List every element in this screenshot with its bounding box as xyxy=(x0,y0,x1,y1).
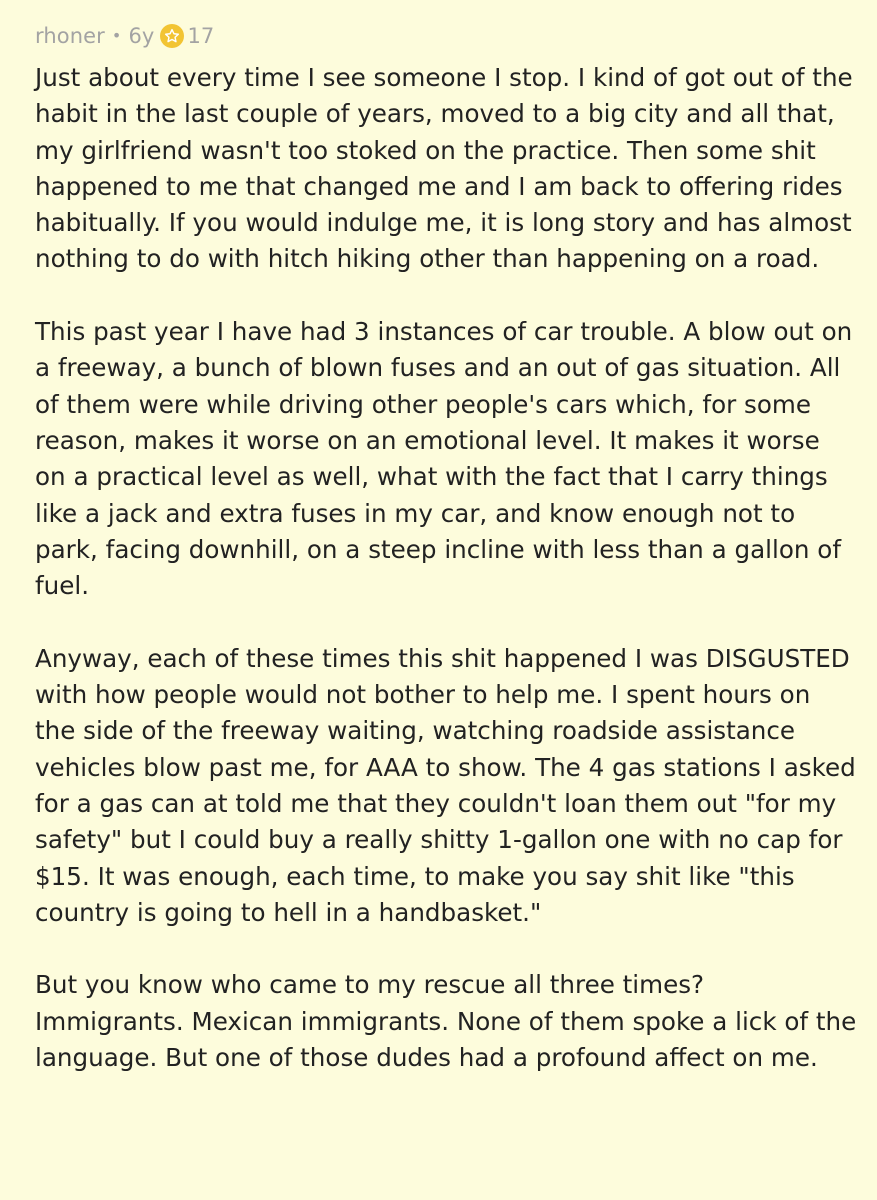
comment-paragraph: Just about every time I see someone I stop. I kind of got out of the habit in the last couple of years, moved to a big city and all that, my girlfriend wasn't too stoked on the practice. Then some shit happened to me that changed me and I am back to offering rides habitually. If you would indulge me, it is long story and has almost nothing to do with hitch hiking other than happening on a road. xyxy=(35,63,853,274)
comment-meta xyxy=(35,18,857,54)
award-count: 17 xyxy=(187,24,215,48)
star-icon xyxy=(160,24,184,48)
comment-paragraph: This past year I have had 3 instances of car trouble. A blow out on a freeway, a bunch of blown fuses and an out of gas situation. All of them were while driving other people's cars which, for some reason, makes it worse on an emotional level. It makes it worse on a practical level as well, what with the fact that I carry things like a jack and extra fuses in my car, and know enough not to park, facing downhill, on a steep incline with less than a gallon of fuel. xyxy=(35,317,853,601)
author-name[interactable]: rhoner xyxy=(35,24,105,48)
comment-paragraph: But you know who came to my rescue all three times? Immigrants. Mexican immigrants. None of them spoke a lick of the language. But one of those dudes had a profound affect on me. xyxy=(35,970,857,1073)
comment-paragraph: Anyway, each of these times this shit happened I was DISGUSTED with how people would not bother to help me. I spent hours on the side of the freeway waiting, watching roadside assistance vehicles blow past me, for AAA to show. The 4 gas stations I asked for a gas can at told me that they couldn't loan them out "for my safety" but I could buy a really shitty 1-gallon one with no cap for $15. It was enough, each time, to make you say shit like "this country is going to hell in a handbasket." xyxy=(35,643,856,927)
meta-separator: • xyxy=(111,25,122,45)
comment-age: 6y xyxy=(128,24,155,48)
comment-body xyxy=(35,60,857,1076)
